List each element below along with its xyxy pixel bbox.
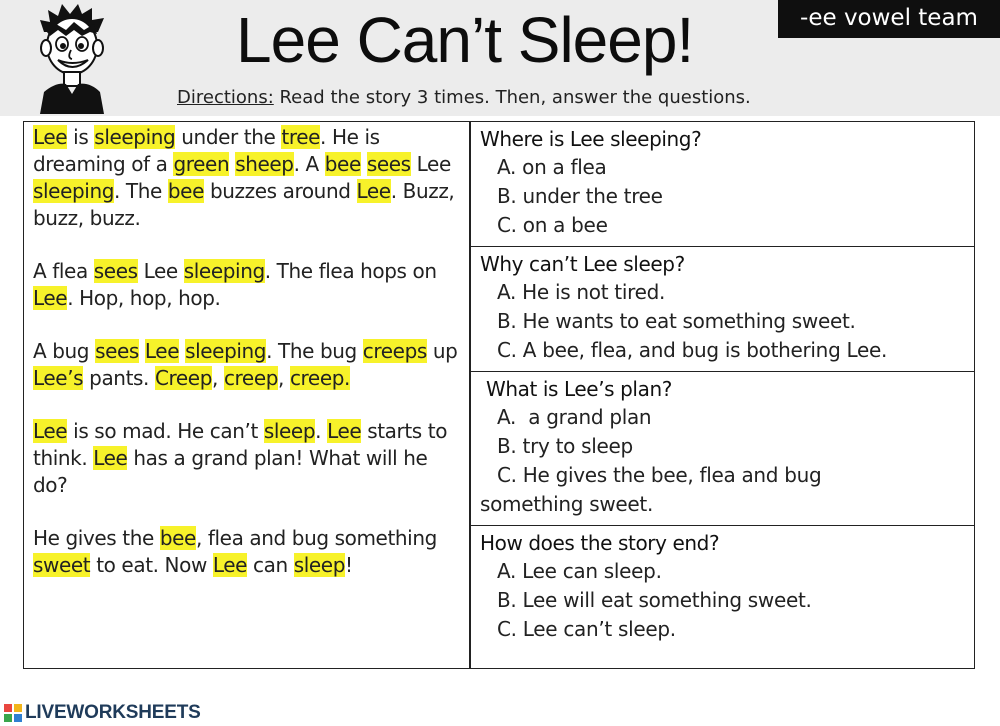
highlighted-word: sheep bbox=[235, 152, 294, 176]
question-1 bbox=[470, 121, 975, 247]
story-text: . Hop, hop, hop. bbox=[67, 286, 221, 310]
story-text: , bbox=[278, 366, 290, 390]
story-paragraph bbox=[33, 418, 461, 499]
story-text: He gives the bbox=[33, 526, 160, 550]
directions bbox=[177, 86, 751, 110]
liveworksheets-logo-icon bbox=[4, 704, 22, 722]
answer-option[interactable]: B. Lee will eat something sweet. bbox=[497, 588, 812, 612]
question-text: How does the story end? bbox=[480, 531, 720, 555]
story-text: is so mad. He can’t bbox=[67, 419, 264, 443]
answer-option[interactable]: B. He wants to eat something sweet. bbox=[497, 309, 856, 333]
story-text: Lee bbox=[410, 152, 451, 176]
question-4 bbox=[470, 525, 975, 669]
story-text: A bug bbox=[33, 339, 96, 363]
story-paragraph bbox=[33, 525, 461, 579]
question-text: Where is Lee sleeping? bbox=[480, 127, 702, 151]
story-text: . Buzz, buzz, buzz. bbox=[33, 179, 455, 230]
highlighted-word: sleeping bbox=[94, 125, 176, 149]
story-text: A flea bbox=[33, 259, 94, 283]
highlighted-word: bee bbox=[167, 179, 204, 203]
question-text: Why can’t Lee sleep? bbox=[480, 252, 685, 276]
highlighted-word: Creep bbox=[154, 366, 213, 390]
page-title: Lee Can’t Sleep! bbox=[236, 4, 694, 76]
highlighted-word: sees bbox=[95, 339, 139, 363]
answer-option[interactable]: B. try to sleep bbox=[497, 434, 633, 458]
story-text bbox=[361, 152, 367, 176]
question-2 bbox=[470, 246, 975, 372]
story-text: . The flea hops on bbox=[264, 259, 437, 283]
story-text: can bbox=[247, 553, 294, 577]
highlighted-word: sweet bbox=[33, 553, 91, 577]
answer-option[interactable]: A. on a flea bbox=[497, 155, 607, 179]
directions-label: Directions: bbox=[177, 87, 274, 108]
highlighted-word: bee bbox=[159, 526, 196, 550]
highlighted-word: sees bbox=[93, 259, 138, 283]
answer-option[interactable]: C. Lee can’t sleep. bbox=[497, 617, 676, 641]
highlighted-word: Lee bbox=[93, 446, 128, 470]
answer-option[interactable]: A. Lee can sleep. bbox=[497, 559, 662, 583]
story-text: . He is dreaming of a bbox=[33, 125, 380, 176]
phonics-tag: -ee vowel team bbox=[778, 0, 1000, 38]
story-text: under the bbox=[175, 125, 282, 149]
story-text: has a grand plan! What will he do? bbox=[33, 446, 428, 497]
liveworksheets-footer[interactable] bbox=[4, 702, 201, 724]
answer-option[interactable]: C. He gives the bee, flea and bug bbox=[497, 463, 822, 487]
answer-option-continuation: something sweet. bbox=[480, 492, 654, 516]
story-text: up bbox=[426, 339, 458, 363]
story-text: , flea and bug something bbox=[195, 526, 437, 550]
answer-option[interactable]: B. under the tree bbox=[497, 184, 663, 208]
story-text: . The bbox=[114, 179, 168, 203]
story-text: . A bbox=[293, 152, 325, 176]
answer-option[interactable]: A. He is not tired. bbox=[497, 280, 666, 304]
story-text: , bbox=[212, 366, 224, 390]
highlighted-word: bee bbox=[324, 152, 361, 176]
question-text: What is Lee’s plan? bbox=[480, 377, 672, 401]
story-paragraph bbox=[33, 258, 461, 312]
highlighted-word: Lee bbox=[144, 339, 180, 363]
highlighted-word: Lee bbox=[33, 125, 68, 149]
highlighted-word: Lee’s bbox=[33, 366, 84, 390]
question-3 bbox=[470, 371, 975, 526]
highlighted-word: Lee bbox=[327, 419, 362, 443]
highlighted-word: sleeping bbox=[33, 179, 115, 203]
directions-text: Read the story 3 times. Then, answer the questions. bbox=[273, 87, 751, 108]
worksheet-header bbox=[0, 0, 1000, 116]
highlighted-word: sleeping bbox=[185, 339, 267, 363]
highlighted-word: creep. bbox=[289, 366, 350, 390]
highlighted-word: sees bbox=[366, 152, 411, 176]
highlighted-word: sleeping bbox=[183, 259, 265, 283]
story-text: pants. bbox=[83, 366, 155, 390]
story-panel bbox=[23, 121, 470, 669]
story-text: starts to think. bbox=[33, 419, 448, 470]
story-paragraph bbox=[33, 338, 461, 392]
highlighted-word: Lee bbox=[212, 553, 248, 577]
highlighted-word: Lee bbox=[356, 179, 391, 203]
highlighted-word: green bbox=[173, 152, 230, 176]
footer-brand: LIVEWORKSHEETS bbox=[25, 702, 201, 723]
story-text: is bbox=[67, 125, 95, 149]
story-text: Lee bbox=[137, 259, 184, 283]
story-text bbox=[139, 339, 145, 363]
story-text: buzzes around bbox=[204, 179, 357, 203]
story-text: ! bbox=[345, 553, 353, 577]
highlighted-word: creeps bbox=[362, 339, 427, 363]
story-text: . bbox=[315, 419, 328, 443]
story-paragraph bbox=[33, 124, 461, 232]
highlighted-word: tree bbox=[281, 125, 321, 149]
highlighted-word: sleep bbox=[293, 553, 346, 577]
answer-option[interactable]: C. A bee, flea, and bug is bothering Lee. bbox=[497, 338, 888, 362]
boy-avatar-icon bbox=[36, 2, 108, 114]
story-text: . The bug bbox=[266, 339, 363, 363]
highlighted-word: Lee bbox=[33, 419, 68, 443]
answer-option[interactable]: A. a grand plan bbox=[497, 405, 652, 429]
highlighted-word: sleep bbox=[263, 419, 316, 443]
highlighted-word: Lee bbox=[33, 286, 68, 310]
answer-option[interactable]: C. on a bee bbox=[497, 213, 608, 237]
story-text: to eat. Now bbox=[90, 553, 213, 577]
highlighted-word: creep bbox=[223, 366, 279, 390]
